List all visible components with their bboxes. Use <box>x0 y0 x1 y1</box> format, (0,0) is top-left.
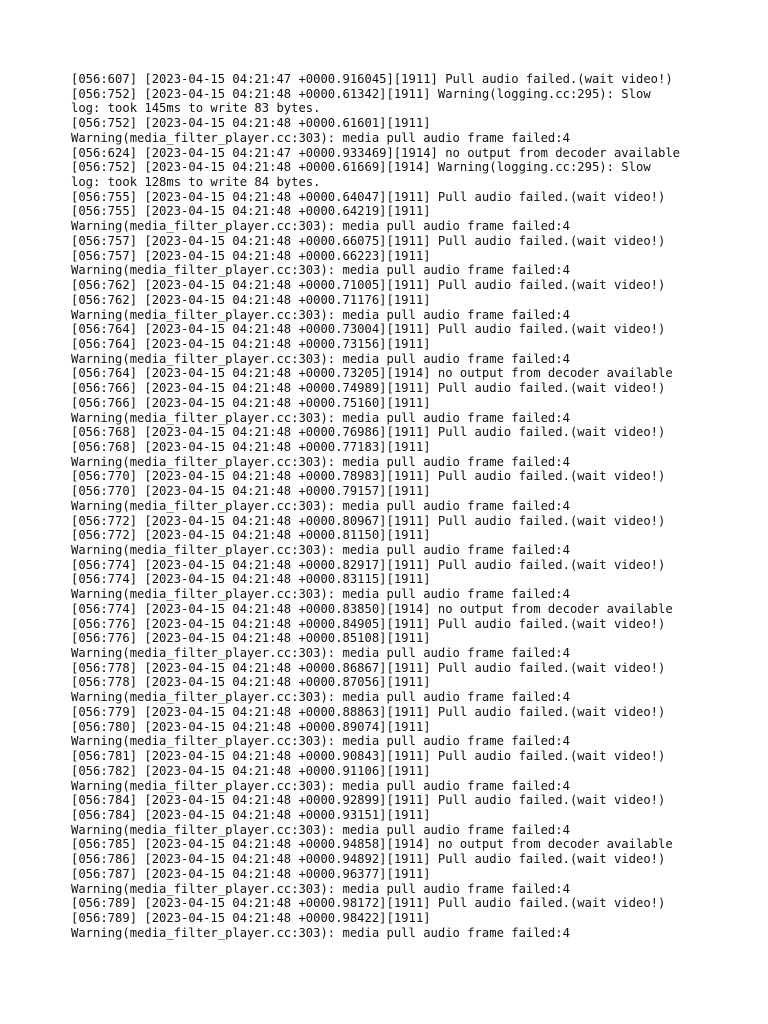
log-line: [056:764] [2023-04-15 04:21:48 +0000.73004][1911] Pull audio failed.(wait video!) <box>71 322 666 337</box>
log-line: [056:779] [2023-04-15 04:21:48 +0000.88863][1911] Pull audio failed.(wait video!) <box>71 704 666 719</box>
log-line: [056:784] [2023-04-15 04:21:48 +0000.93151][1911] <box>71 807 431 822</box>
log-line: Warning(media_filter_player.cc:303): media pull audio frame failed:4 <box>71 219 570 234</box>
log-body <box>71 72 711 940</box>
log-line: [056:752] [2023-04-15 04:21:48 +0000.61342][1911] Warning(logging.cc:295): Slow <box>71 86 651 101</box>
log-line: [056:776] [2023-04-15 04:21:48 +0000.84905][1911] Pull audio failed.(wait video!) <box>71 616 666 631</box>
log-line: [056:774] [2023-04-15 04:21:48 +0000.82917][1911] Pull audio failed.(wait video!) <box>71 557 666 572</box>
log-line: [056:762] [2023-04-15 04:21:48 +0000.71176][1911] <box>71 292 431 307</box>
log-line: [056:624] [2023-04-15 04:21:47 +0000.933469][1914] no output from decoder available <box>71 145 681 160</box>
log-line: [056:766] [2023-04-15 04:21:48 +0000.75160][1911] <box>71 395 431 410</box>
log-line: [056:757] [2023-04-15 04:21:48 +0000.66223][1911] <box>71 248 431 263</box>
log-line: Warning(media_filter_player.cc:303): media pull audio frame failed:4 <box>71 410 570 425</box>
log-line: Warning(media_filter_player.cc:303): media pull audio frame failed:4 <box>71 734 570 749</box>
log-line: [056:752] [2023-04-15 04:21:48 +0000.61601][1911] <box>71 116 431 131</box>
log-line: Warning(media_filter_player.cc:303): media pull audio frame failed:4 <box>71 130 570 145</box>
log-line: [056:755] [2023-04-15 04:21:48 +0000.64219][1911] <box>71 204 431 219</box>
log-line: Warning(media_filter_player.cc:303): media pull audio frame failed:4 <box>71 454 570 469</box>
log-line: [056:770] [2023-04-15 04:21:48 +0000.78983][1911] Pull audio failed.(wait video!) <box>71 469 666 484</box>
log-line: Warning(media_filter_player.cc:303): media pull audio frame failed:4 <box>71 307 570 322</box>
log-line: [056:776] [2023-04-15 04:21:48 +0000.85108][1911] <box>71 631 431 646</box>
log-line: [056:780] [2023-04-15 04:21:48 +0000.89074][1911] <box>71 719 431 734</box>
log-line: [056:772] [2023-04-15 04:21:48 +0000.80967][1911] Pull audio failed.(wait video!) <box>71 513 666 528</box>
log-line: Warning(media_filter_player.cc:303): media pull audio frame failed:4 <box>71 822 570 837</box>
log-line: [056:774] [2023-04-15 04:21:48 +0000.83115][1911] <box>71 572 431 587</box>
log-line: Warning(media_filter_player.cc:303): media pull audio frame failed:4 <box>71 263 570 278</box>
log-line: [056:785] [2023-04-15 04:21:48 +0000.94858][1914] no output from decoder available <box>71 837 673 852</box>
log-line: [056:784] [2023-04-15 04:21:48 +0000.92899][1911] Pull audio failed.(wait video!) <box>71 793 666 808</box>
log-line: [056:786] [2023-04-15 04:21:48 +0000.94892][1911] Pull audio failed.(wait video!) <box>71 852 666 867</box>
log-line: [056:755] [2023-04-15 04:21:48 +0000.64047][1911] Pull audio failed.(wait video!) <box>71 189 666 204</box>
log-line: [056:772] [2023-04-15 04:21:48 +0000.81150][1911] <box>71 528 431 543</box>
log-line: [056:774] [2023-04-15 04:21:48 +0000.83850][1914] no output from decoder available <box>71 601 673 616</box>
log-line: log: took 145ms to write 83 bytes. <box>71 101 321 116</box>
log-line: [056:782] [2023-04-15 04:21:48 +0000.91106][1911] <box>71 763 431 778</box>
log-line: Warning(media_filter_player.cc:303): media pull audio frame failed:4 <box>71 778 570 793</box>
log-document <box>71 72 711 940</box>
log-line: [056:766] [2023-04-15 04:21:48 +0000.74989][1911] Pull audio failed.(wait video!) <box>71 381 666 396</box>
log-line: [056:607] [2023-04-15 04:21:47 +0000.916045][1911] Pull audio failed.(wait video!) <box>71 72 673 86</box>
log-line: Warning(media_filter_player.cc:303): media pull audio frame failed:4 <box>71 925 570 940</box>
log-line: [056:787] [2023-04-15 04:21:48 +0000.96377][1911] <box>71 866 431 881</box>
log-line: [056:768] [2023-04-15 04:21:48 +0000.76986][1911] Pull audio failed.(wait video!) <box>71 425 666 440</box>
log-line: [056:757] [2023-04-15 04:21:48 +0000.66075][1911] Pull audio failed.(wait video!) <box>71 233 666 248</box>
log-line: Warning(media_filter_player.cc:303): media pull audio frame failed:4 <box>71 351 570 366</box>
log-line: [056:768] [2023-04-15 04:21:48 +0000.77183][1911] <box>71 439 431 454</box>
log-line: log: took 128ms to write 84 bytes. <box>71 175 321 190</box>
log-line: Warning(media_filter_player.cc:303): media pull audio frame failed:4 <box>71 587 570 602</box>
log-line: [056:778] [2023-04-15 04:21:48 +0000.87056][1911] <box>71 675 431 690</box>
log-line: Warning(media_filter_player.cc:303): media pull audio frame failed:4 <box>71 543 570 557</box>
log-line: Warning(media_filter_player.cc:303): media pull audio frame failed:4 <box>71 498 570 513</box>
log-line: [056:781] [2023-04-15 04:21:48 +0000.90843][1911] Pull audio failed.(wait video!) <box>71 749 666 764</box>
log-line: [056:778] [2023-04-15 04:21:48 +0000.86867][1911] Pull audio failed.(wait video!) <box>71 660 666 675</box>
log-line: [056:752] [2023-04-15 04:21:48 +0000.61669][1914] Warning(logging.cc:295): Slow <box>71 160 651 175</box>
log-line: [056:789] [2023-04-15 04:21:48 +0000.98422][1911] <box>71 910 431 925</box>
log-line: Warning(media_filter_player.cc:303): media pull audio frame failed:4 <box>71 646 570 661</box>
log-line: Warning(media_filter_player.cc:303): media pull audio frame failed:4 <box>71 690 570 705</box>
log-line: [056:764] [2023-04-15 04:21:48 +0000.73156][1911] <box>71 336 431 351</box>
log-line: Warning(media_filter_player.cc:303): media pull audio frame failed:4 <box>71 881 570 896</box>
log-line: [056:764] [2023-04-15 04:21:48 +0000.73205][1914] no output from decoder available <box>71 366 673 381</box>
log-line: [056:762] [2023-04-15 04:21:48 +0000.71005][1911] Pull audio failed.(wait video!) <box>71 278 666 293</box>
log-line: [056:770] [2023-04-15 04:21:48 +0000.79157][1911] <box>71 484 431 499</box>
log-line: [056:789] [2023-04-15 04:21:48 +0000.98172][1911] Pull audio failed.(wait video!) <box>71 896 666 911</box>
